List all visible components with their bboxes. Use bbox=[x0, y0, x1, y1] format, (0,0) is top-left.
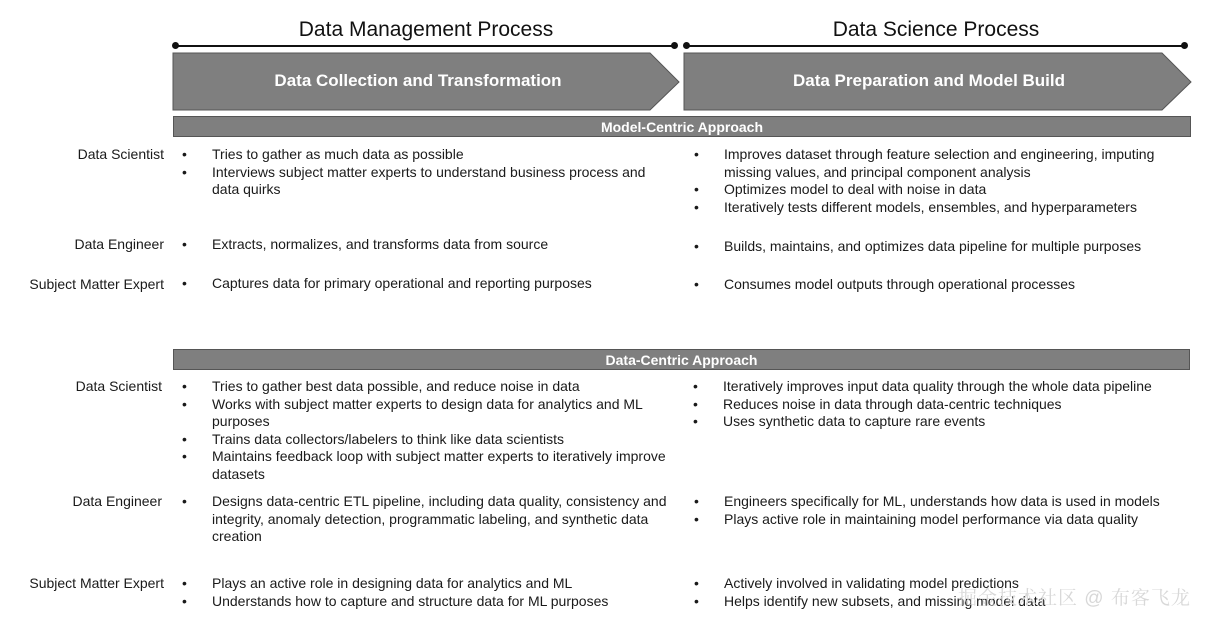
list-item: • Designs data-centric ETL pipeline, including data quality, consistency and integrity, anomaly detection, programmatic labeling, and synthetic data creation bbox=[182, 493, 672, 546]
model-data-engineer-mgmt-list bbox=[182, 236, 672, 254]
list-item: • Extracts, normalizes, and transforms data from source bbox=[182, 236, 672, 254]
data-data-scientist-mgmt-list bbox=[182, 378, 672, 483]
list-item: • Understands how to capture and structure data for ML purposes bbox=[182, 593, 672, 611]
data-data-engineer-science-list bbox=[694, 493, 1186, 528]
model-data-engineer-science-list bbox=[694, 238, 1184, 256]
model-data-scientist-role: Data Scientist bbox=[77, 146, 164, 162]
data-data-engineer-role: Data Engineer bbox=[72, 493, 162, 509]
list-item: • Optimizes model to deal with noise in data bbox=[694, 181, 1184, 199]
list-item: • Plays an active role in designing data for analytics and ML bbox=[182, 575, 672, 593]
data-sme-mgmt-list bbox=[182, 575, 672, 610]
left-line-end-dot bbox=[671, 42, 678, 49]
model-sme-science-list bbox=[694, 276, 1184, 294]
data-centric-approach-bar: Data-Centric Approach bbox=[173, 349, 1190, 370]
model-sme-role: Subject Matter Expert bbox=[29, 276, 164, 292]
list-item: • Uses synthetic data to capture rare events bbox=[693, 413, 1185, 431]
right-process-line bbox=[687, 45, 1184, 47]
list-item: • Works with subject matter experts to design data for analytics and ML purposes bbox=[182, 396, 672, 431]
data-collection-arrow-label: Data Collection and Transformation bbox=[274, 71, 562, 90]
list-item: • Interviews subject matter experts to understand business process and data quirks bbox=[182, 164, 672, 199]
data-preparation-arrow-label: Data Preparation and Model Build bbox=[792, 71, 1066, 90]
left-process-line bbox=[176, 45, 675, 47]
model-data-scientist-science-list bbox=[694, 146, 1184, 216]
model-data-engineer-role: Data Engineer bbox=[74, 236, 164, 252]
right-line-end-dot bbox=[1181, 42, 1188, 49]
list-item: • Helps identify new subsets, and missing model data bbox=[694, 593, 1186, 611]
list-item: • Tries to gather as much data as possible bbox=[182, 146, 672, 164]
list-item: • Iteratively improves input data quality through the whole data pipeline bbox=[693, 378, 1185, 396]
data-science-process-title: Data Science Process bbox=[832, 18, 1040, 41]
data-data-scientist-science-list bbox=[693, 378, 1185, 431]
list-item: • Reduces noise in data through data-centric techniques bbox=[693, 396, 1185, 414]
data-sme-role: Subject Matter Expert bbox=[29, 575, 164, 591]
model-data-scientist-mgmt-list bbox=[182, 146, 672, 199]
data-data-engineer-mgmt-list bbox=[182, 493, 672, 546]
list-item: • Engineers specifically for ML, understands how data is used in models bbox=[694, 493, 1186, 511]
list-item: • Iteratively tests different models, ensembles, and hyperparameters bbox=[694, 199, 1184, 217]
model-centric-approach-bar: Model-Centric Approach bbox=[173, 116, 1191, 137]
list-item: • Maintains feedback loop with subject matter experts to iteratively improve datasets bbox=[182, 448, 672, 483]
list-item: • Actively involved in validating model predictions bbox=[694, 575, 1186, 593]
data-data-scientist-role: Data Scientist bbox=[75, 378, 162, 394]
watermark: 掘金技术社区 @ 布客飞龙 bbox=[958, 588, 1191, 609]
list-item: • Consumes model outputs through operational processes bbox=[694, 276, 1184, 294]
list-item: • Tries to gather best data possible, and reduce noise in data bbox=[182, 378, 672, 396]
left-line-start-dot bbox=[172, 42, 179, 49]
model-sme-mgmt-list bbox=[182, 275, 672, 293]
list-item: • Trains data collectors/labelers to think like data scientists bbox=[182, 431, 672, 449]
data-management-process-title: Data Management Process bbox=[298, 18, 554, 41]
list-item: • Plays active role in maintaining model performance via data quality bbox=[694, 511, 1186, 529]
list-item: • Captures data for primary operational and reporting purposes bbox=[182, 275, 672, 293]
right-line-start-dot bbox=[683, 42, 690, 49]
list-item: • Improves dataset through feature selection and engineering, imputing missing values, and principal component analysis bbox=[694, 146, 1184, 181]
list-item: • Builds, maintains, and optimizes data pipeline for multiple purposes bbox=[694, 238, 1184, 256]
